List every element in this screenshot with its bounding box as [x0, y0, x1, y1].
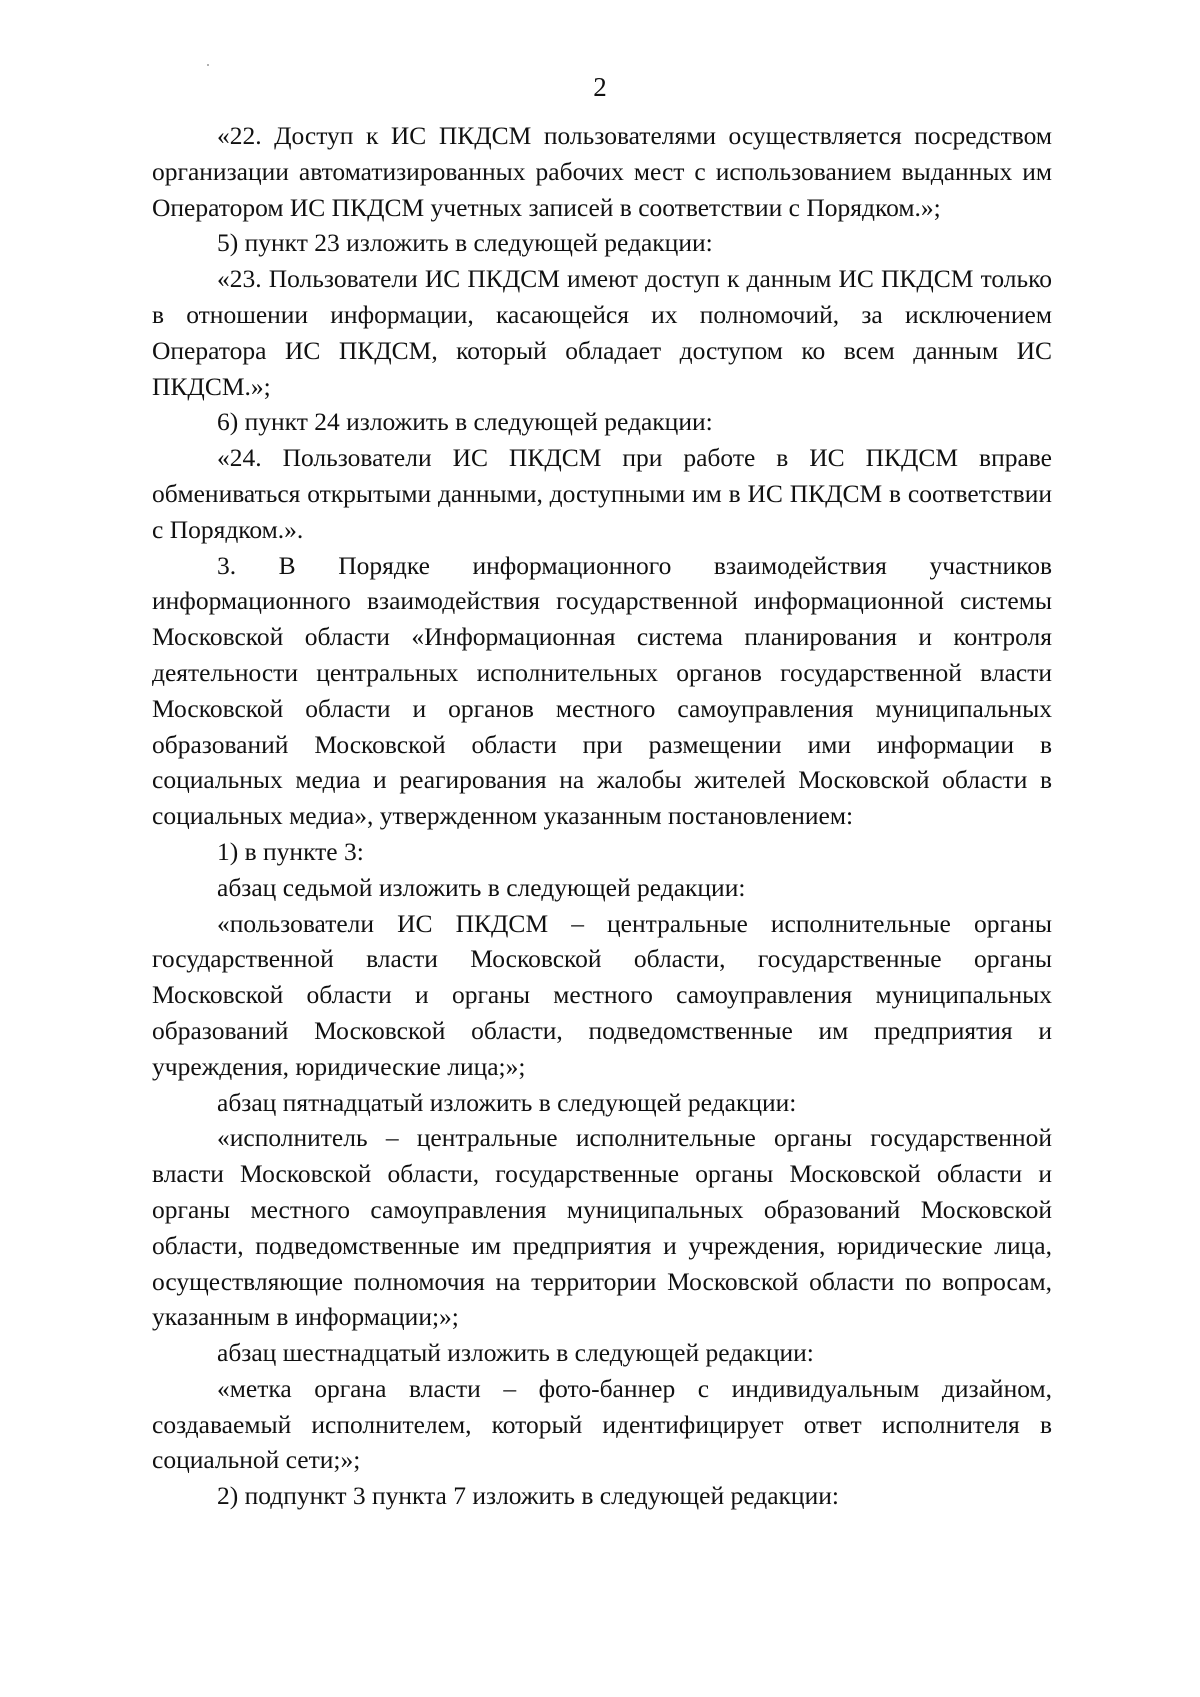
page-number: 2 [593, 72, 607, 102]
paragraph-subitem-2: 2) подпункт 3 пункта 7 изложить в следующей редакции: [217, 1481, 839, 1511]
paragraph-clause-22: «22. Доступ к ИС ПКДСМ пользователями осуществляется посредством организации автоматизированных рабочих мест с использованием выданных им Оператором ИС ПКДСМ учетных записей в соответствии с Порядком.»; [152, 121, 1052, 222]
paragraph-clause-24: «24. Пользователи ИС ПКДСМ при работе в ИС ПКДСМ вправе обмениваться открытыми данными, доступными им в ИС ПКДСМ в соответствии с Порядком.». [152, 443, 1052, 544]
paragraph-item-5: 5) пункт 23 изложить в следующей редакции: [217, 228, 713, 258]
document-body [152, 118, 1052, 1514]
paragraph-section-3: 3. В Порядке информационного взаимодействия участников информационного взаимодействия государственной информационной системы Московской области «Информационная система планирования и контроля деятельности центральных исполнительных органов государственной власти Московской области и органов местного самоуправления муниципальных образований Московской области при размещении ими информации в социальных медиа и реагирования на жалобы жителей Московской области в социальных медиа», утвержденном указанным постановлением: [152, 550, 1052, 831]
paragraph-instruction-seventh: абзац седьмой изложить в следующей редакции: [217, 872, 746, 902]
paragraph-instruction-fifteenth: абзац пятнадцатый изложить в следующей редакции: [217, 1087, 797, 1117]
paragraph-definition-executor: «исполнитель – центральные исполнительные органы государственной власти Московской области, государственные органы Московской области и органы местного самоуправления муниципальных образований Московской области, подведомственные им предприятия и учреждения, юридические лица, осуществляющие полномочия на территории Московской области по вопросам, указанным в информации;»; [152, 1123, 1052, 1332]
paragraph-clause-23: «23. Пользователи ИС ПКДСМ имеют доступ к данным ИС ПКДСМ только в отношении информации, касающейся их полномочий, за исключением Оператора ИС ПКДСМ, который обладает доступом ко всем данным ИС ПКДСМ.»; [152, 264, 1052, 401]
paragraph-definition-authority-mark: «метка органа власти – фото-баннер с индивидуальным дизайном, создаваемый исполнителем, который идентифицирует ответ исполнителя в социальной сети;»; [152, 1373, 1052, 1475]
paragraph-instruction-sixteenth: абзац шестнадцатый изложить в следующей редакции: [217, 1338, 814, 1368]
paragraph-definition-users: «пользователи ИС ПКДСМ – центральные исполнительные органы государственной власти Московской области, государственные органы Московской области и органы местного самоуправления муниципальных образований Московской области, подведомственные им предприятия и учреждения, юридические лица;»; [152, 908, 1052, 1081]
paragraph-subitem-1: 1) в пункте 3: [217, 836, 364, 866]
paragraph-item-6: 6) пункт 24 изложить в следующей редакции: [217, 407, 713, 437]
scan-speck [207, 64, 209, 66]
